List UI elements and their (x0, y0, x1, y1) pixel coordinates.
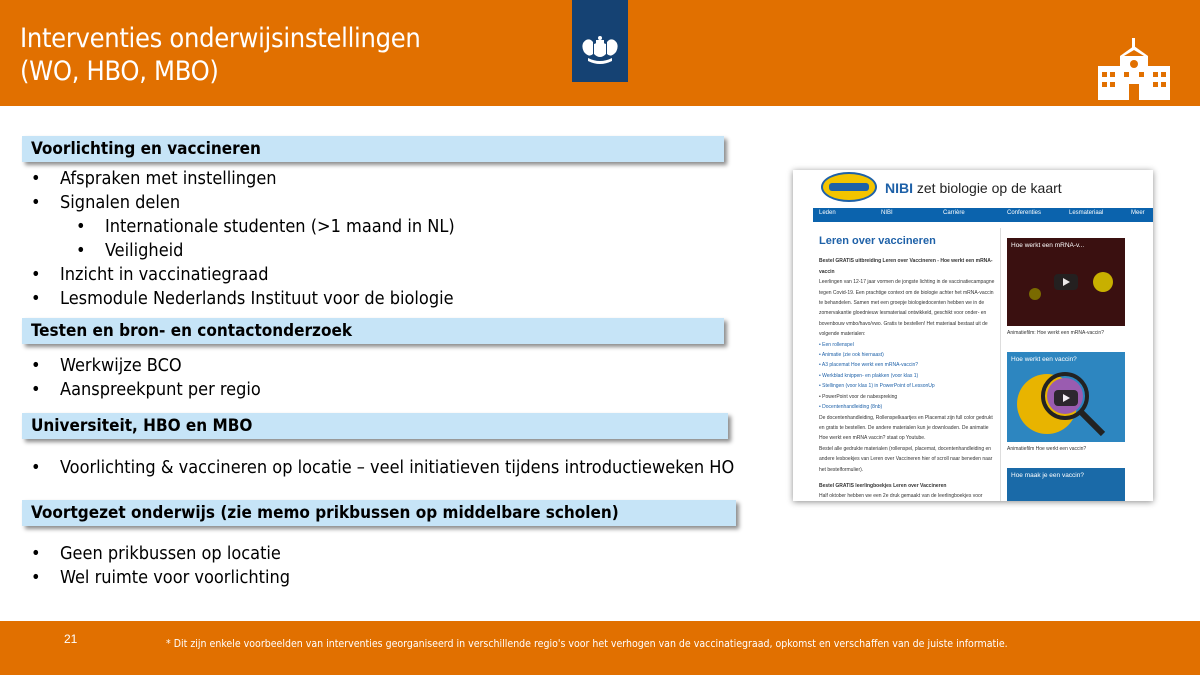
article-subheading: Bestel GRATIS uitbreiding Leren over Vaccineren - Hoe werkt een mRNA-vaccin (819, 258, 993, 275)
column-divider (1000, 228, 1001, 501)
video-title: Hoe werkt een vaccin? (1011, 356, 1077, 363)
video-title: Hoe maak je een vaccin? (1011, 472, 1084, 479)
nibi-nav-bar (813, 208, 1153, 222)
bullet-list-voortgezet (28, 542, 290, 590)
government-logo (572, 0, 628, 82)
article-heading: Leren over vaccineren (819, 235, 936, 247)
bullet-list-universiteit (28, 456, 734, 480)
footnote: * Dit zijn enkele voorbeelden van interventies georganiseerd in verschillende regio's voor het verhogen van de vaccinatiegraad, opkomst en verschaffen van de juiste informatie. (166, 638, 1008, 650)
section-header-universiteit: Universiteit, HBO en MBO (22, 413, 728, 439)
article-list-item: • PowerPoint voor de nabespreking (819, 393, 898, 400)
list-item: • Lesmodule Nederlands Instituut voor de biologie (28, 287, 455, 311)
article-order-text: Half oktober hebben we een 2e druk gemaakt van de leerlingboekjes voor (819, 493, 983, 500)
title-line-2: (WO, HBO, MBO) (20, 56, 219, 87)
bullet-list-voorlichting (28, 167, 455, 311)
list-item: • Aanspreekpunt per regio (28, 378, 261, 402)
article-paragraph: Bestel alle gedrukte materialen (rollenspel, placemat, docentenhandleiding en andere lesboekjes van Leren over Vaccineren hier of scroll naar beneden naar het bestelformulier). (819, 445, 993, 473)
article-list-item: • A3 placemat Hoe werkt een mRNA-vaccin? (819, 362, 919, 369)
nav-item-lesmateriaal: Lesmateriaal (1069, 210, 1104, 216)
nibi-logo (821, 172, 877, 202)
nav-item-nibi: NIBI (881, 210, 893, 216)
list-item: • Geen prikbussen op locatie (28, 542, 290, 566)
nav-item-meer: Meer (1131, 210, 1145, 216)
article-list-item: • Werkblad knippen- en plakken (voor klas 1) (819, 372, 919, 379)
list-item: • Voorlichting & vaccineren op locatie – veel initiatieven tijdens introductieweken HO (28, 456, 734, 480)
nibi-website-screenshot (793, 170, 1153, 501)
article-list-item: • Een rollenspel (819, 341, 854, 348)
title-line-1: Interventies onderwijsinstellingen (20, 23, 421, 54)
list-item: • Wel ruimte voor voorlichting (28, 566, 290, 590)
slide-title (20, 22, 420, 88)
list-item: • Internationale studenten (>1 maand in NL) (28, 215, 455, 239)
bullet-list-testen (28, 354, 261, 402)
video-maak-vaccin (1007, 468, 1125, 501)
play-button-icon (1054, 390, 1078, 406)
video-title: Hoe werkt een mRNA-v... (1011, 242, 1085, 249)
play-button-icon (1054, 274, 1078, 290)
list-item: • Afspraken met instellingen (28, 167, 455, 191)
nibi-header (793, 170, 1153, 208)
article-list-item: • Stellingen (voor klas 1) in PowerPoint of LessonUp (819, 383, 935, 390)
article-intro: Leerlingen van 12-17 jaar vormen de jongste lichting in de vaccinatiecampagne tegen Covid-19. Een prachtige context om de biologie achter het mRNA-vaccin te behandelen. Samen met een groepje biologiedocenten hebben we in de zomervakantie gloednieuw lesmateriaal ontwikkeld, geschikt voor onder- en bovenbouw vmbo/havo/vwo. Gratis te bestellen! Het materiaal bestaat uit de volgende materialen: (819, 279, 995, 338)
article-list-item: • Animatie (zie ook hiernaast) (819, 352, 884, 359)
section-header-voorlichting: Voorlichting en vaccineren (22, 136, 724, 162)
coat-of-arms-icon (572, 0, 628, 82)
section-header-testen: Testen en bron- en contactonderzoek (22, 318, 724, 344)
nav-item-carriere: Carrière (943, 210, 965, 216)
list-item: • Veiligheid (28, 239, 455, 263)
video-vaccin (1007, 352, 1125, 442)
school-building-icon (1098, 38, 1170, 100)
list-item: • Signalen delen (28, 191, 455, 215)
article-list-item: • Docentenhandleiding (8nb) (819, 404, 883, 411)
video-mrna (1007, 238, 1125, 326)
nibi-tagline: NIBI zet biologie op de kaart (885, 180, 1062, 196)
article-paragraph: De docentenhandleiding, Rollenspelkaartjes en Placemat zijn full color gedrukt en gratis te bestellen. De andere materialen kun je downloaden. De animatie Hoe werkt een mRNA vaccin? staat op Youtube. (819, 414, 993, 442)
video-caption: Animatiefilm Hoe werkt een vaccin? (1007, 446, 1087, 452)
video-caption: Animatiefilm: Hoe werkt een mRNA-vaccin? (1007, 330, 1104, 336)
list-item: • Werkwijze BCO (28, 354, 261, 378)
page-number: 21 (64, 632, 78, 646)
article-order-heading: Bestel GRATIS leerlingboekjes Leren over Vaccineren (819, 482, 947, 489)
nav-item-leden: Leden (819, 210, 836, 216)
list-item: • Inzicht in vaccinatiegraad (28, 263, 455, 287)
section-header-voortgezet: Voortgezet onderwijs (zie memo prikbussen op middelbare scholen) (22, 500, 736, 526)
nibi-article (819, 232, 995, 501)
nav-item-conferenties: Conferenties (1007, 210, 1042, 216)
